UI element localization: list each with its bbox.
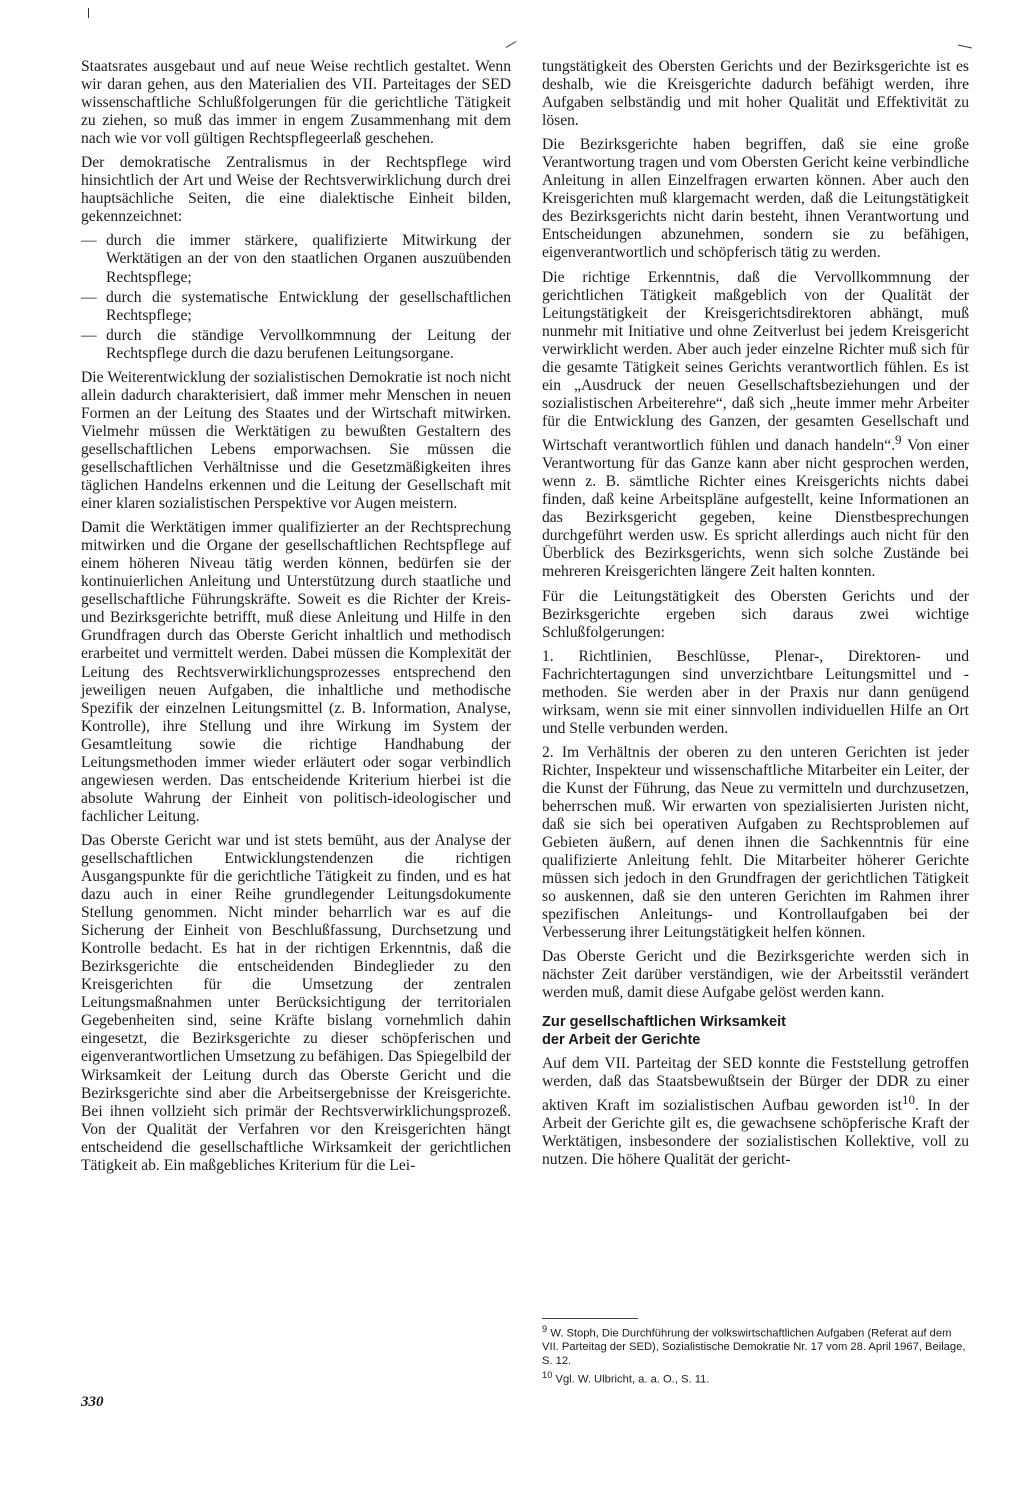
footnote-reference: 9 bbox=[895, 431, 902, 447]
paragraph: Das Oberste Gericht war und ist stets bemüht, aus der Analyse der gesellschaftlichen Entwicklungstendenzen die richtigen Ausgangspunkte für die gerichtliche Tätigkeit zu finden, und es hat dazu auch in einer Reihe grundlegender Leitungsdokumente Stellung genommen. Nicht minder beharrlich war es auf die Sicherung der Einheit von Beschlußfassung, Durchsetzung und Kontrolle bedacht. Es hat in der richtigen Erkenntnis, daß die Bezirksgerichte die entscheidenden Bindeglieder zu den Kreisgerichten für die Umsetzung der zentralen Leitungsmaßnahmen unter Berücksichtigung der territorialen Gegebenheiten sind, seine Kräfte bislang vornehmlich dahin eingesetzt, die Bezirksgerichte zu dieser schöpferischen und eigenverantwortlichen Umsetzung zu befähigen. Das Spiegelbild der Wirksamkeit der Leitung durch das Oberste Gericht und die Bezirksgerichte sind aber die Arbeitsergebnisse der Kreisgerichte. Bei ihnen vollzieht sich primär der Rechtsverwirklichungsprozeß. Von der Qualität der Verfahren vor den Kreisgerichten hängt entscheidend die gesellschaftliche Wirksamkeit der gerichtlichen Tätigkeit ab. Ein maßgebliches Kriterium für die Lei- bbox=[81, 831, 511, 1174]
footnote-text: Vgl. W. Ulbricht, a. a. O., S. 11. bbox=[555, 1373, 710, 1386]
section-heading-line: der Arbeit der Gerichte bbox=[542, 1031, 701, 1048]
paragraph-text: . In der Arbeit der Gerichte gilt es, die gewachsene schöpferische Kraft der Werktätigen, insbesondere der sozialistischen Kollektive, voll zu nutzen. Die höhere Qualität der gericht- bbox=[542, 1096, 969, 1168]
left-column bbox=[81, 58, 511, 1181]
paragraph: Staatsrates ausgebaut und auf neue Weise rechtlich gestaltet. Wenn wir daran gehen, aus den Materialien des VII. Parteitages der SED wissenschaftliche Schlußfolgerungen für die gerichtliche Tätigkeit zu ziehen, so muß das immer in engem Zusammenhang mit dem nach wie vor voll gültigen Rechtspflegeerlaß geschehen. bbox=[81, 58, 511, 148]
paragraph: Damit die Werktätigen immer qualifizierter an der Rechtsprechung mitwirken und die Organe der gesellschaftlichen Rechtspflege auf einem höheren Niveau tätig werden können, bedürfen sie der kontinuierlichen Anleitung und Unterstützung durch staatliche und gesellschaftliche Führungskräfte. Soweit es die Richter der Kreis- und Bezirksgerichte betrifft, muß diese Anleitung und Hilfe in den Grundfragen durch das Oberste Gericht inhaltlich und methodisch erarbeitet und vermittelt werden. Dabei müssen die Komplexität der Leitung des Rechtsverwirklichungsprozesses entsprechend den jeweiligen neuen Aufgaben, die inhaltliche und methodische Spezifik der einzelnen Leitungsmittel (z. B. Information, Analyse, Kontrolle), ihre Stellung und ihre Wirkung im System der Gesamtleitung sowie die richtige Handhabung der Leitungsmethoden immer wieder erläutert oder sogar verbindlich angewiesen werden. Das entscheidende Kriterium hierbei ist die absolute Wahrung der Einheit von politisch-ideologischer und fachlicher Leitung. bbox=[81, 519, 511, 825]
list-item bbox=[81, 289, 511, 325]
scan-mark bbox=[88, 8, 89, 18]
paragraph: Die Bezirksgerichte haben begriffen, daß sie eine große Verantwortung tragen und vom Obersten Gericht keine verbindliche Anleitung in allen Einzelfragen erwarten können. Aber auch den Kreisgerichten muß klargemacht werden, daß die Leitungstätigkeit des Bezirksgerichts nicht darin besteht, ihnen Verantwortung und Entscheidungen abzunehmen, sondern sie zu befähigen, eigenverantwortlich und schöpferisch tätig zu werden. bbox=[542, 136, 969, 262]
paragraph bbox=[542, 269, 969, 582]
paragraph: Für die Leitungstätigkeit des Obersten Gerichts und der Bezirksgerichte ergeben sich daraus zwei wichtige Schlußfolgerungen: bbox=[542, 587, 969, 641]
footnote bbox=[542, 1369, 969, 1387]
list-item-text: durch die immer stärkere, qualifizierte Mitwirkung der Werktätigen an der von den staatlichen Organen auszuübenden Rechtspflege; bbox=[106, 232, 511, 286]
right-column bbox=[542, 58, 969, 1175]
list-item bbox=[81, 232, 511, 286]
footnote bbox=[542, 1323, 969, 1368]
numbered-paragraph: 1. Richtlinien, Beschlüsse, Plenar-, Direktoren- und Fachrichtertagungen sind unverzichtbare Leitungsmittel und -methoden. Sie werden aber in der Praxis nur dann genügend wirksam, wenn sie mit einer sinnvollen individuellen Hilfe an Ort und Stelle verbunden werden. bbox=[542, 647, 969, 737]
list-item-text: durch die ständige Vervollkommnung der Leitung der Rechtspflege durch die dazu berufenen Leitungsorgane. bbox=[106, 326, 511, 362]
paragraph: tungstätigkeit des Obersten Gerichts und der Bezirksgerichte ist es deshalb, wie die Kreisgerichte dadurch befähigt werden, ihre Aufgaben selbständig und mit hoher Qualität und Effektivität zu lösen. bbox=[542, 58, 969, 130]
footnote-mark: 10 bbox=[542, 1369, 553, 1380]
paragraph-text: Von einer Verantwortung für das Ganze kann aber nicht gesprochen werden, wenn z. B. sämtliche Richter eines Kreisgerichts nichts dabei finden, daß keine Arbeitspläne aufgestellt, keine Informationen an das Bezirksgericht gegeben, keine Dienstbesprechungen durchgeführt werden usw. Es spricht allerdings auch nicht für den Überblick des Bezirksgerichts, wenn sich solche Zustände bei mehreren Kreisgerichten längere Zeit halten konnten. bbox=[542, 437, 969, 581]
paragraph: Der demokratische Zentralismus in der Rechtspflege wird hinsichtlich der Art und Weise der Rechtsverwirklichung durch drei hauptsächliche Seiten, die eine dialektische Einheit bilden, gekennzeichnet: bbox=[81, 154, 511, 226]
paragraph-text: Auf dem VII. Parteitag der SED konnte die Feststellung getroffen werden, daß das Staatsbewußtsein der Bürger der DDR zu einer aktiven Kraft im sozialistischen Aufbau geworden ist bbox=[542, 1054, 969, 1114]
footnote-divider bbox=[542, 1318, 638, 1319]
paragraph: Das Oberste Gericht und die Bezirksgerichte werden sich in nächster Zeit darüber verständigen, wie der Arbeitsstil verändert werden muß, damit diese Aufgabe gelöst werden kann. bbox=[542, 948, 969, 1002]
footnote-mark: 9 bbox=[542, 1324, 548, 1334]
list-dash: — bbox=[81, 288, 97, 306]
footnote-text: W. Stoph, Die Durchführung der volkswirtschaftlichen Aufgaben (Referat auf dem VII. Parteitag der SED), Sozialistische Demokratie Nr. 17 vom 28. April 1967, Beilage, S. 12. bbox=[542, 1327, 966, 1367]
list-item bbox=[81, 327, 511, 363]
list-dash: — bbox=[81, 326, 97, 344]
paragraph bbox=[542, 1055, 969, 1169]
paragraph-text: Die richtige Erkenntnis, daß die Vervollkommnung der gerichtlichen Tätigkeit maßgeblich von der Qualität der Leitungstätigkeit der Kreisgerichtsdirektoren abhängt, muß nunmehr mit Initiative und ohne Zeitverlust bei jedem Kreisgericht verwirklicht werden. Aber auch jeder einzelne Richter muß sich für die gesamte Tätigkeit seines Gerichts verantwortlich fühlen. Es ist ein „Ausdruck der neuen Gesellschaftsbeziehungen und der sozialistischen Arbeiterehre“, daß sich „heute immer mehr Arbeiter für die Entwicklung des Ganzen, der gesamten Gesellschaft und Wirtschaft verantwortlich fühlen und danach handeln“. bbox=[542, 268, 969, 455]
numbered-paragraph: 2. Im Verhältnis der oberen zu den unteren Gerichten ist jeder Richter, Inspekteur und wissenschaftliche Mitarbeiter ein Leiter, der die Kunst der Führung, das Neue zu vermitteln und durchzusetzen, beherrschen muß. Wir erwarten von spezialisierten Juristen nicht, daß sie sich bei operativen Aufgaben zu Rechtsproblemen auf Gebieten äußern, auf denen ihnen die Sachkenntnis für eine qualifizierte Anleitung fehlt. Die Mitarbeiter höherer Gerichte müssen sich jedoch in den Grundfragen der gerichtlichen Tätigkeit so auskennen, daß sie den unteren Gerichten im Rahmen ihrer spezifischen Anleitungs- und Kontrollaufgaben bei der Verbesserung ihrer Leitungstätigkeit helfen können. bbox=[542, 743, 969, 942]
footnotes bbox=[542, 1318, 969, 1388]
bullet-list bbox=[81, 232, 511, 362]
section-heading bbox=[542, 1013, 969, 1049]
section-heading-line: Zur gesellschaftlichen Wirksamkeit bbox=[542, 1013, 786, 1030]
list-item-text: durch die systematische Entwicklung der gesellschaftlichen Rechtspflege; bbox=[106, 288, 511, 324]
page-number: 330 bbox=[81, 1394, 104, 1410]
footnote-reference: 10 bbox=[901, 1091, 915, 1107]
scan-mark bbox=[506, 41, 517, 48]
scan-mark bbox=[958, 45, 972, 49]
paragraph: Die Weiterentwicklung der sozialistischen Demokratie ist noch nicht allein dadurch charakterisiert, daß immer mehr Menschen in neuen Formen an der Leitung des Staates und der Wirtschaft mitwirken. Vielmehr müssen die Werktätigen zu bewußten Gestaltern des gesellschaftlichen Lebens emporwachsen. Sie müssen die gesellschaftlichen Verhältnisse und die Gesetzmäßigkeiten ihres täglichen Handelns erkennen und die Leitung der Gesellschaft mit einer klaren sozialistischen Perspektive vor Augen meistern. bbox=[81, 368, 511, 513]
list-dash: — bbox=[81, 232, 97, 250]
